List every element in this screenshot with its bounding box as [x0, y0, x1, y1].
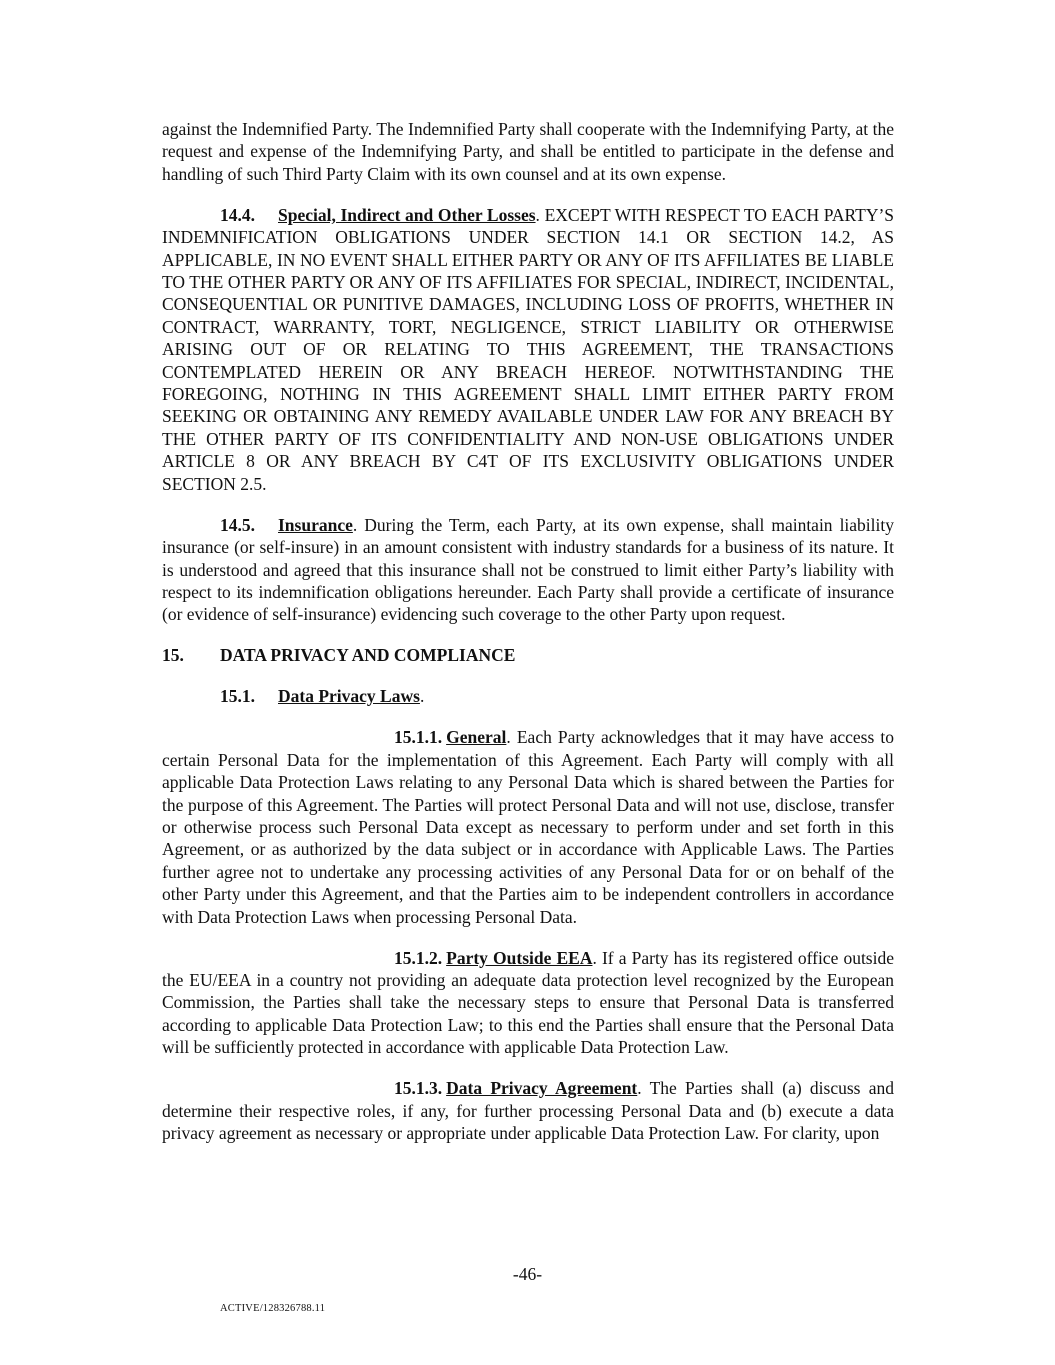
section-14-4: 14.4. Special, Indirect and Other Losses. EXCEPT WITH RESPECT TO EACH PARTY’S INDEMNIFICATION OBLIGATIONS UNDER SECTION 14.1 OR SECTION 14.2, AS APPLICABLE, IN NO EVENT SHALL EITHER PARTY OR ANY OF ITS AFFILIATES BE LIABLE TO THE OTHER PARTY OR ANY OF ITS AFFILIATES FOR SPECIAL, INDIRECT, INCIDENTAL, CONSEQUENTIAL OR PUNITIVE DAMAGES, INCLUDING LOSS OF PROFITS, WHETHER IN CONTRACT, WARRANTY, TORT, NEGLIGENCE, STRICT LIABILITY OR OTHERWISE ARISING OUT OF OR RELATING TO THIS AGREEMENT, THE TRANSACTIONS CONTEMPLATED HEREIN OR ANY BREACH HEREOF. NOTWITHSTANDING THE FOREGOING, NOTHING IN THIS AGREEMENT SHALL LIMIT EITHER PARTY FROM SEEKING OR OBTAINING ANY REMEDY AVAILABLE UNDER LAW FOR ANY BREACH BY THE OTHER PARTY OF ITS CONFIDENTIALITY AND NON-USE OBLIGATIONS UNDER ARTICLE 8 OR ANY BREACH BY C4T OF ITS EXCLUSIVITY OBLIGATIONS UNDER SECTION 2.5.: [162, 204, 895, 494]
section-title: DATA PRIVACY AND COMPLIANCE: [220, 645, 516, 666]
section-title: Party Outside EEA: [446, 947, 593, 968]
section-title: Special, Indirect and Other Losses: [278, 204, 536, 225]
section-15-1-1: 15.1.1. General. Each Party acknowledges that it may have access to certain Personal Data for the implementation of this Agreement. Each Party will comply with all applicable Data Protection Laws relating to any Personal Data which is shared between the Parties for the purpose of this Agreement. The Parties will protect Personal Data and will not use, disclose, transfer or otherwise process such Personal Data except as necessary to perform under and set forth in this Agreement, or as authorized by the data subject or in accordance with Applicable Laws. The Parties further agree not to undertake any processing activities of any Personal Data for or on behalf of the other Party under this Agreement, and that the Parties aim to be independent controllers in accordance with Data Protection Laws when processing Personal Data.: [162, 727, 895, 927]
section-number: 14.4.: [220, 204, 255, 225]
section-15-1-heading: 15.1. Data Privacy Laws.: [220, 686, 425, 707]
section-title: General: [446, 727, 507, 748]
section-body: If a Party has its registered office outside the EU/EEA in a country not providing an adequate data protection level recognized by the European Commission, the Parties shall take the necessary steps to ensure that Personal Data is transferred according to applicable Data Protection Law; to this end the Parties shall ensure that the Personal Data will be sufficiently protected in accordance with applicable Data Protection Law.: [162, 947, 894, 1058]
document-id: ACTIVE/128326788.11: [220, 1303, 326, 1314]
section-number: 15.1.: [220, 686, 255, 707]
page-number: -46-: [512, 1264, 543, 1284]
section-15-1-2: 15.1.2. Party Outside EEA. If a Party has its registered office outside the EU/EEA in a country not providing an adequate data protection level recognized by the European Commission, the Parties shall take the necessary steps to ensure that Personal Data is transferred according to applicable Data Protection Law; to this end the Parties shall ensure that the Personal Data will be sufficiently protected in accordance with applicable Data Protection Law.: [162, 947, 894, 1058]
section-number: 15.: [162, 645, 184, 666]
section-15-1-3: 15.1.3. Data Privacy Agreement. The Parties shall (a) discuss and determine their respective roles, if any, for further processing Personal Data and (b) execute a data privacy agreement as necessary or appropriate under applicable Data Protection Law. For clarity, upon: [162, 1078, 895, 1143]
section-14-5: 14.5. Insurance. During the Term, each Party, at its own expense, shall maintain liability insurance (or self-insure) in an amount consistent with industry standards for a business of its nature. It is understood and agreed that this insurance shall not be construed to limit either Party’s liability with respect to its indemnification obligations hereunder. Each Party shall provide a certificate of insurance (or evidence of self-insurance) evidencing such coverage to the other Party upon request.: [162, 514, 895, 625]
section-title: Insurance: [278, 514, 353, 535]
section-number: 15.1.2.: [394, 947, 443, 968]
document-page: [162, 118, 894, 1163]
section-title: Data Privacy Laws: [278, 686, 420, 707]
continuation-text: against the Indemnified Party. The Indemnified Party shall cooperate with the Indemnifying Party, at the request and expense of the Indemnifying Party, and shall be entitled to participate in the defense and handling of such Third Party Claim with its own counsel and at its own expense.: [162, 119, 894, 184]
section-number: 15.1.3.: [394, 1078, 443, 1099]
continuation-paragraph: [162, 118, 894, 185]
section-15-heading: [162, 644, 894, 666]
section-title: Data Privacy Agreement: [446, 1078, 638, 1099]
section-body: The Parties shall (a) discuss and determine their respective roles, if any, for further processing Personal Data and (b) execute a data privacy agreement as necessary or appropriate under applicable Data Protection Law. For clarity, upon: [162, 1078, 895, 1143]
section-number: 15.1.1.: [394, 727, 443, 748]
section-body: EXCEPT WITH RESPECT TO EACH PARTY’S INDEMNIFICATION OBLIGATIONS UNDER SECTION 14.1 OR SECTION 14.2, AS APPLICABLE, IN NO EVENT SHALL EITHER PARTY OR ANY OF ITS AFFILIATES BE LIABLE TO THE OTHER PARTY OR ANY OF ITS AFFILIATES FOR SPECIAL, INDIRECT, INCIDENTAL, CONSEQUENTIAL OR PUNITIVE DAMAGES, INCLUDING LOSS OF PROFITS, WHETHER IN CONTRACT, WARRANTY, TORT, NEGLIGENCE, STRICT LIABILITY OR OTHERWISE ARISING OUT OF OR RELATING TO THIS AGREEMENT, THE TRANSACTIONS CONTEMPLATED HEREIN OR ANY BREACH HEREOF. NOTWITHSTANDING THE FOREGOING, NOTHING IN THIS AGREEMENT SHALL LIMIT EITHER PARTY FROM SEEKING OR OBTAINING ANY REMEDY AVAILABLE UNDER LAW FOR ANY BREACH BY THE OTHER PARTY OF ITS CONFIDENTIALITY AND NON-USE OBLIGATIONS UNDER ARTICLE 8 OR ANY BREACH BY C4T OF ITS EXCLUSIVITY OBLIGATIONS UNDER SECTION 2.5.: [162, 204, 895, 494]
section-body: During the Term, each Party, at its own expense, shall maintain liability insurance (or self-insure) in an amount consistent with industry standards for a business of its nature. It is understood and agreed that this insurance shall not be construed to limit either Party’s liability with respect to its indemnification obligations hereunder. Each Party shall provide a certificate of insurance (or evidence of self-insurance) evidencing such coverage to the other Party upon request.: [162, 514, 895, 625]
section-body: Each Party acknowledges that it may have access to certain Personal Data for the implementation of this Agreement. Each Party will comply with all applicable Data Protection Laws relating to any Personal Data which is shared between the Parties for the purpose of this Agreement. The Parties will protect Personal Data and will not use, disclose, transfer or otherwise process such Personal Data except as necessary to perform under and set forth in this Agreement, or as authorized by the data subject or in accordance with Applicable Laws. The Parties further agree not to undertake any processing activities of any Personal Data for or on behalf of the other Party under this Agreement, and that the Parties aim to be independent controllers in accordance with Data Protection Laws when processing Personal Data.: [162, 727, 895, 927]
section-number: 14.5.: [220, 514, 255, 535]
